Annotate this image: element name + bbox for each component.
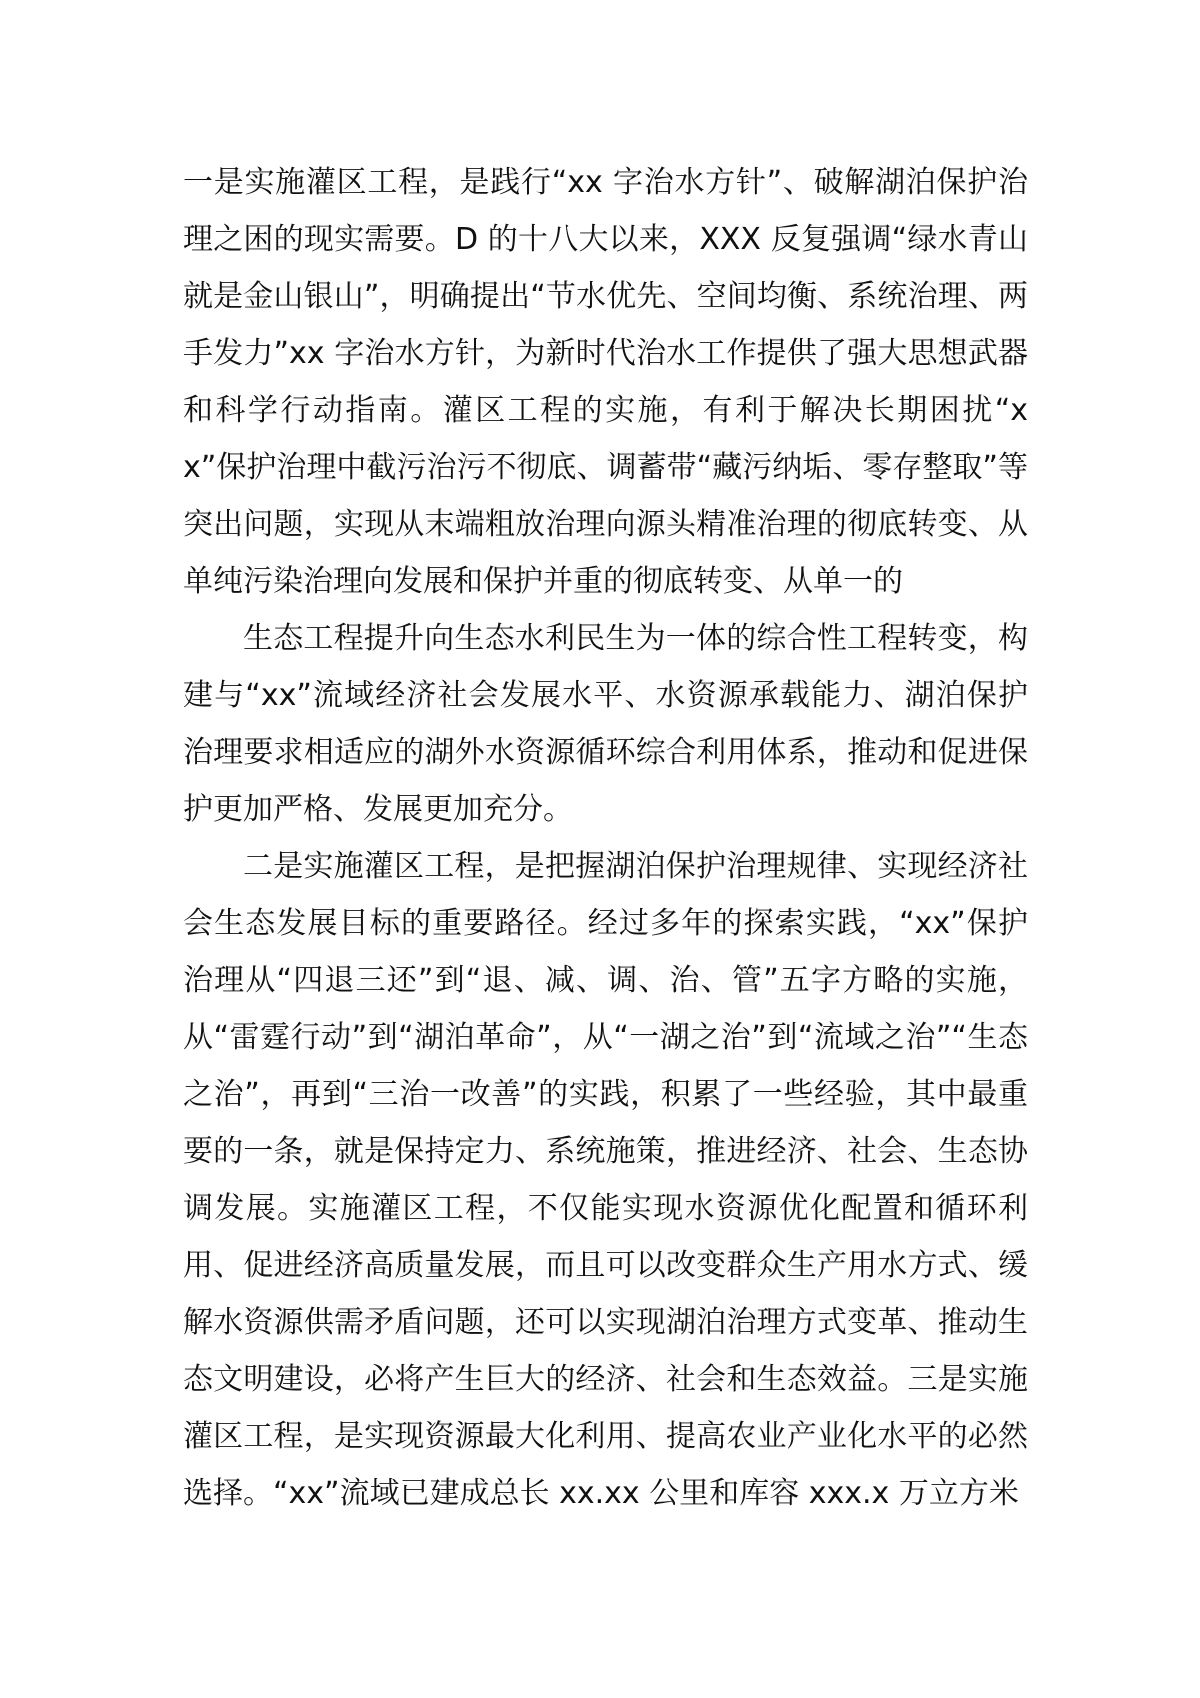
paragraph-3: 二是实施灌区工程，是把握湖泊保护治理规律、实现经济社会生态发展目标的重要路径。经过多年的探索实践，“xx”保护治理从“四退三还”到“退、减、调、治、管”五字方略的实施，从“雷霆行动”到“湖泊革命”，从“一湖之治”到“流域之治”“生态之治”，再到“三治一改善”的实践，积累了一些经验，其中最重要的一条，就是保持定力、系统施策，推进经济、社会、生态协调发展。实施灌区工程，不仅能实现水资源优化配置和循环利用、促进经济高质量发展，而且可以改变群众生产用水方式、缓解水资源供需矛盾问题，还可以实现湖泊治理方式变革、推动生态文明建设，必将产生巨大的经济、社会和生态效益。三是实施灌区工程，是实现资源最大化利用、提高农业产业化水平的必然选择。“xx”流域已建成总长 xx.xx 公里和库容 xxx.x 万立方米 <box>183 849 1028 1511</box>
paragraph-1: 一是实施灌区工程，是践行“xx 字治水方针”、破解湖泊保护治理之困的现实需要。D 的十八大以来，XXX 反复强调“绿水青山就是金山银山”，明确提出“节水优先、空间均衡、系统治理、两手发力”xx 字治水方针，为新时代治水工作提供了强大思想武器和科学行动指南。灌区工程的实施，有利于解决长期困扰“xx”保护治理中截污治污不彻底、调蓄带“藏污纳垢、零存整取”等突出问题，实现从末端粗放治理向源头精准治理的彻底转变、从单纯污染治理向发展和保护并重的彻底转变、从单一的 <box>183 165 1028 599</box>
document-body <box>183 154 1028 1522</box>
paragraph-2: 生态工程提升向生态水利民生为一体的综合性工程转变，构建与“xx”流域经济社会发展水平、水资源承载能力、湖泊保护治理要求相适应的湖外水资源循环综合利用体系，推动和促进保护更加严格、发展更加充分。 <box>183 621 1028 827</box>
